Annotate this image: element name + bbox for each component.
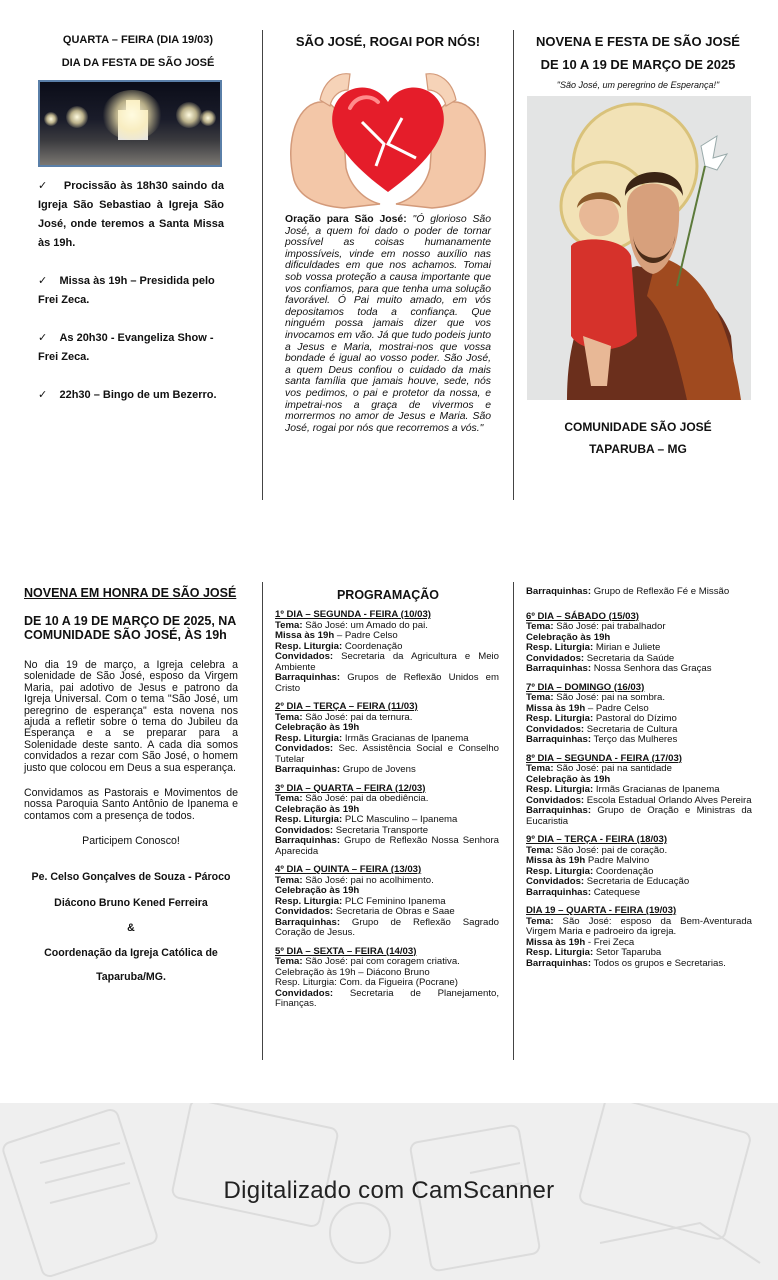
program-line: Tema: São José: pai da ternura.: [275, 711, 413, 723]
prayer-title: SÃO JOSÉ, ROGAI POR NÓS!: [295, 34, 481, 49]
novena-intro-subheading: DE 10 A 19 DE MARÇO DE 2025, NA COMUNIDADE SÃO JOSÉ, ÀS 19h: [24, 614, 236, 642]
program-line: Tema: São José: pai na santidade: [526, 763, 672, 774]
church-night-photo: [38, 80, 222, 167]
program-day-heading: 7º DIA – DOMINGO (16/03): [526, 681, 645, 693]
column-divider: [262, 30, 263, 500]
program-line: Celebração às 19h: [275, 722, 360, 733]
program-line: Tema: São José: esposo da Bem-Aventurada Virgem Maria e padroeiro da igreja.: [526, 915, 752, 937]
program-line: Barraquinhas: Terço das Mulheres: [526, 734, 678, 745]
program-day-heading: DIA 19 – QUARTA - FEIRA (19/03): [526, 905, 677, 916]
program-day-heading: 1º DIA – SEGUNDA - FEIRA (10/03): [275, 609, 431, 620]
festa-schedule-list: [38, 177, 224, 424]
program-line: Missa às 19h Padre Malvino: [526, 855, 650, 866]
program-line: Convidados: Secretaria de Obras e Saae: [275, 906, 455, 917]
column-divider: [513, 582, 514, 1060]
novena-intro-paragraph: No dia 19 de março, a Igreja celebra a solenidade de São José, esposo da Virgem Maria, pai adotivo de Jesus e patrono da Igreja Universal. Com o tema "São José, um peregrino de esperança" esta novena nos ajuda a refletir sobre o tema do Jubileu da Esperança e a se preparar para a Solenidade deste santo. A cada dia somos convidados a rezar com São José, o homem justo que colocou em Deus a sua esperança.: [24, 659, 238, 774]
program-day-heading: 8º DIA – SEGUNDA - FEIRA (17/03): [526, 752, 682, 764]
program-line: Convidados: Secretaria de Planejamento, Finanças.: [275, 987, 499, 1009]
program-line: Missa às 19h – Padre Celso: [526, 702, 649, 714]
novena-title: NOVENA E FESTA DE SÃO JOSÉ: [536, 34, 740, 49]
program-day-heading: 9º DIA – TERÇA - FEIRA (18/03): [526, 834, 668, 845]
program-line: Resp. Liturgia: Setor Taparuba: [526, 947, 662, 958]
prayer-lead: Oração para São José:: [285, 214, 407, 225]
program-line: Tema: São José: pai da obediência.: [275, 793, 429, 804]
novena-subtitle: "São José, um peregrino de Esperança!": [556, 80, 720, 90]
program-line: Convidados: Escola Estadual Orlando Alves Pereira: [526, 794, 752, 806]
hands-heart-illustration: [284, 60, 492, 210]
panel-festa: [28, 28, 248, 69]
prayer-body: "Ó glorioso São José, a quem foi dado o poder de tornar possível as coisas humanamente impossíveis, vinde em nosso auxílio nas dificuldades em que nos achamos. Tomai sob vossa proteção a causa importante que vos confiamos, para que tenha uma solução favorável. Ó Pai muito amado, em vós depositamos toda a confiança. Que ninguém possa jamais dizer que vos invocamos em vão. Já que tudo podeis junto a Jesus e Maria, mostrai-nos que vossa bondade é igual ao vosso poder. São José, a quem Deus confiou o cuidado da mais santa família que jamais houve, sede, nós vos pedimos, o pai e protetor da nossa, e impetrai-nos a graça de vivermos e morrermos no amor de Jesus e Maria. São José, rogai por nós que recorremos a vós.": [285, 214, 491, 434]
program-day-heading: 2º DIA – TERÇA – FEIRA (11/03): [275, 701, 418, 712]
program-line: Convidados: Secretaria de Educação: [526, 876, 690, 887]
check-icon: ✓: [38, 180, 49, 192]
signature-coordination: Coordenação da Igreja Católica de: [44, 946, 218, 959]
camscanner-footer: [0, 1103, 778, 1280]
column-divider: [262, 582, 263, 1060]
check-icon: ✓: [38, 389, 48, 401]
program-line: Missa às 19h - Frei Zeca: [526, 936, 635, 948]
program-line: Resp. Liturgia: Coordenação: [526, 865, 654, 877]
program-line: Resp. Liturgia: Irmãs Gracianas de Ipanema: [526, 784, 720, 795]
festa-item: ✓ Procissão às 18h30 saindo da Igreja São Sebastiao à Igreja São José, onde teremos a Santa Missa às 19h.: [38, 180, 224, 249]
program-line: Celebração às 19h: [526, 631, 611, 643]
program-line: Celebração às 19h – Diácono Bruno: [275, 966, 430, 978]
check-icon: ✓: [38, 332, 48, 344]
program-line: Convidados: Secretaria da Saúde: [526, 652, 675, 664]
program-line: Celebração às 19h: [275, 885, 360, 896]
saint-joseph-image: [527, 96, 751, 400]
novena-intro: [24, 586, 238, 983]
program-line: Celebração às 19h: [275, 803, 360, 815]
check-icon: ✓: [38, 275, 48, 287]
community-name: COMUNIDADE SÃO JOSÉ: [564, 420, 712, 434]
signature-parish-priest: Pe. Celso Gonçalves de Souza - Pároco: [31, 870, 231, 883]
program-column-1: [275, 610, 499, 1010]
program-line: Tema: São José: pai na sombra.: [526, 692, 666, 703]
program-day-heading: 6º DIA – SÁBADO (15/03): [526, 610, 639, 622]
program-line: Barraquinhas: Grupo de Reflexão Nossa Senhora Aparecida: [275, 835, 499, 857]
program-line: Barraquinhas: Nossa Senhora das Graças: [526, 663, 712, 674]
program-line: Barraquinhas: Grupos de Reflexão Unidos em Cristo: [275, 672, 499, 694]
signature-deacon: Diácono Bruno Kened Ferreira: [54, 896, 208, 909]
novena-intro-heading: NOVENA EM HONRA DE SÃO JOSÉ: [24, 586, 237, 600]
program-day-heading: 5º DIA – SEXTA – FEIRA (14/03): [275, 945, 417, 957]
program-line: Barraquinhas: Todos os grupos e Secretarias.: [526, 957, 726, 969]
program-line: Barraquinhas: Grupo de Reflexão Fé e Missão: [526, 586, 730, 597]
program-line: Barraquinhas: Catequese: [526, 886, 641, 898]
signature-ampersand: &: [127, 921, 135, 934]
program-line: Barraquinhas: Grupo de Oração e Ministras da Eucaristia: [526, 805, 752, 827]
participate-text: Participem Conosco!: [82, 835, 180, 848]
program-line: Resp. Liturgia: Com. da Figueira (Pocrane): [275, 977, 458, 988]
festa-item: ✓ Missa às 19h – Presidida pelo Frei Zeca.: [38, 275, 215, 306]
festa-item: ✓ As 20h30 - Evangeliza Show - Frei Zeca.: [38, 332, 214, 363]
program-line: Resp. Liturgia: Coordenação: [275, 640, 403, 652]
program-line: Convidados: Secretaria de Cultura: [526, 723, 678, 735]
program-line: Tema: São José: pai no acolhimento.: [275, 874, 434, 886]
program-day-heading: 4º DIA – QUINTA – FEIRA (13/03): [275, 864, 422, 875]
prayer-text: [285, 214, 491, 434]
community-location: TAPARUBA – MG: [589, 442, 687, 456]
programacao-title: PROGRAMAÇÃO: [336, 588, 440, 602]
novena-invitation-paragraph: Convidamos as Pastorais e Movimentos de nossa Paroquia Santo Antônio de Ipanema e contamos com a presença de todos.: [24, 787, 238, 822]
program-line: Resp. Liturgia: Irmãs Gracianas de Ipanema: [275, 732, 469, 744]
program-line: Resp. Liturgia: Pastoral do Dízimo: [526, 713, 677, 724]
program-line: Barraquinhas: Grupo de Jovens: [275, 764, 416, 775]
program-line: Missa às 19h – Padre Celso: [275, 630, 398, 641]
program-line: Tema: São José: um Amado do pai.: [275, 619, 428, 631]
novena-dates: DE 10 A 19 DE MARÇO DE 2025: [540, 57, 736, 72]
program-line: Convidados: Sec. Assistência Social e Conselho Tutelar: [275, 743, 499, 765]
program-line: Tema: São José: pai trabalhador: [526, 621, 666, 632]
program-day-heading: 3º DIA – QUARTA – FEIRA (12/03): [275, 782, 426, 794]
program-line: Resp. Liturgia: PLC Masculino – Ipanema: [275, 814, 458, 825]
column-divider: [513, 30, 514, 500]
program-line: Tema: São José: pai com coragem criativa.: [275, 956, 460, 967]
program-line: Resp. Liturgia: PLC Feminino Ipanema: [275, 895, 446, 907]
festa-item: ✓ 22h30 – Bingo de um Bezerro.: [38, 389, 217, 401]
program-line: Convidados: Secretaria Transporte: [275, 824, 429, 836]
program-line: Barraquinhas: Grupo de Reflexão Sagrado Coração de Jesus.: [275, 916, 499, 938]
festa-day-heading: QUARTA – FEIRA (DIA 19/03): [62, 34, 214, 46]
program-column-2: [526, 587, 752, 969]
camscanner-watermark-text: Digitalizado com CamScanner: [223, 1177, 555, 1204]
signature-location: Taparuba/MG.: [96, 970, 166, 983]
program-line: Tema: São José: pai de coração.: [526, 844, 668, 856]
program-line: Convidados: Secretaria da Agricultura e Meio Ambiente: [275, 651, 499, 673]
program-line: Resp. Liturgia: Mirian e Juliete: [526, 642, 661, 653]
program-line: Celebração às 19h: [526, 773, 611, 785]
festa-title: DIA DA FESTA DE SÃO JOSÉ: [61, 57, 215, 69]
